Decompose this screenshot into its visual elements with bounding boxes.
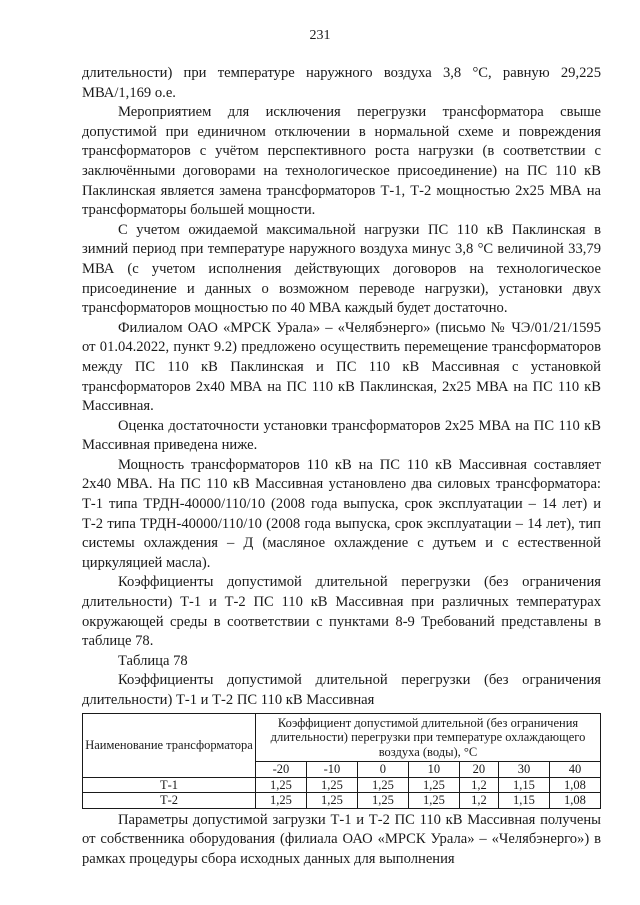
temp-cell: 10 bbox=[408, 762, 459, 778]
row-name: Т-2 bbox=[83, 793, 256, 809]
value-cell: 1,08 bbox=[549, 777, 600, 793]
value-cell: 1,25 bbox=[408, 793, 459, 809]
overload-coefficients-table bbox=[82, 713, 601, 809]
value-cell: 1,25 bbox=[256, 777, 307, 793]
temp-cell: 40 bbox=[549, 762, 600, 778]
temp-cell: -10 bbox=[306, 762, 357, 778]
temp-cell: 0 bbox=[357, 762, 408, 778]
value-cell: 1,15 bbox=[498, 777, 549, 793]
page-number: 231 bbox=[309, 28, 331, 43]
header-transformer-name: Наименование трансформатора bbox=[83, 713, 256, 777]
value-cell: 1,2 bbox=[459, 793, 498, 809]
table-header-row bbox=[83, 713, 601, 762]
table-row bbox=[83, 793, 601, 809]
value-cell: 1,25 bbox=[256, 793, 307, 809]
body-text bbox=[82, 64, 601, 869]
value-cell: 1,2 bbox=[459, 777, 498, 793]
value-cell: 1,25 bbox=[306, 793, 357, 809]
value-cell: 1,25 bbox=[408, 777, 459, 793]
paragraph-3: С учетом ожидаемой максимальной нагрузки ПС 110 кВ Паклинская в зимний период при температуре наружного воздуха минус 3,8 °С величиной 33,79 МВА (с учетом исполнения действующих договоров на технологическое присоединение и данных о возможном переводе нагрузки), установки двух трансформаторов мощностью по 40 МВА каждый будет достаточно. bbox=[82, 221, 601, 317]
value-cell: 1,15 bbox=[498, 793, 549, 809]
paragraph-6: Мощность трансформаторов 110 кВ на ПС 110 кВ Массивная составляет 2х40 МВА. На ПС 110 кВ Массивная установлено два силовых трансформатора: Т-1 типа ТРДН-40000/110/10 (2008 года выпуска, срок эксплуатации – 14 лет) и Т-2 типа ТРДН-40000/110/10 (2008 года выпуска, срок эксплуатации – 14 лет), тип системы охлаждения – Д (масляное охлаждение с дутьем и с естественной циркуляцией масла). bbox=[82, 456, 601, 571]
value-cell: 1,25 bbox=[306, 777, 357, 793]
temp-cell: -20 bbox=[256, 762, 307, 778]
paragraph-closing: Параметры допустимой загрузки Т-1 и Т-2 ПС 110 кВ Массивная получены от собственника оборудования (филиала ОАО «МРСК Урала» – «Челябэнерго») в рамках процедуры сбора исходных данных для выполнения bbox=[82, 811, 601, 867]
paragraph-4: Филиалом ОАО «МРСК Урала» – «Челябэнерго» (письмо № ЧЭ/01/21/1595 от 01.04.2022, пункт 9.2) предложено осуществить перемещение трансформаторов между ПС 110 кВ Паклинская и ПС 110 кВ Массивная с установкой трансформаторов 2х40 МВА на ПС 110 кВ Паклинская, 2х25 МВА на ПС 110 кВ Массивная. bbox=[82, 319, 601, 415]
table-row bbox=[83, 777, 601, 793]
paragraph-2: Мероприятием для исключения перегрузки трансформатора свыше допустимой при единичном отключении в нормальной схеме и повреждения трансформаторов с учётом перспективного роста нагрузки (в соответствии с заключёнными договорами на технологическое присоединение) на ПС 110 кВ Паклинская является замена трансформаторов Т-1, Т-2 мощностью 2х25 МВА на трансформаторы большей мощности. bbox=[82, 104, 601, 219]
paragraph-1: длительности) при температуре наружного воздуха 3,8 °С, равную 29,225 МВА/1,169 о.е. bbox=[82, 65, 601, 101]
table-title: Коэффициенты допустимой длительной перегрузки (без ограничения длительности) Т-1 и Т-2 ПС 110 кВ Массивная bbox=[82, 672, 601, 708]
value-cell: 1,25 bbox=[357, 793, 408, 809]
table-caption: Таблица 78 bbox=[118, 652, 188, 669]
temp-cell: 30 bbox=[498, 762, 549, 778]
row-name: Т-1 bbox=[83, 777, 256, 793]
value-cell: 1,08 bbox=[549, 793, 600, 809]
value-cell: 1,25 bbox=[357, 777, 408, 793]
header-coefficient-group: Коэффициент допустимой длительной (без ограничения длительности) перегрузки при температуре охлаждающего воздуха (воды), °С bbox=[256, 713, 601, 762]
paragraph-7: Коэффициенты допустимой длительной перегрузки (без ограничения длительности) Т-1 и Т-2 ПС 110 кВ Массивная при различных температурах окружающей среды в соответствии с пунктами 8-9 Требований представлены в таблице 78. bbox=[82, 574, 601, 650]
temp-cell: 20 bbox=[459, 762, 498, 778]
paragraph-5: Оценка достаточности установки трансформаторов 2х25 МВА на ПС 110 кВ Массивная приведена ниже. bbox=[82, 417, 601, 454]
